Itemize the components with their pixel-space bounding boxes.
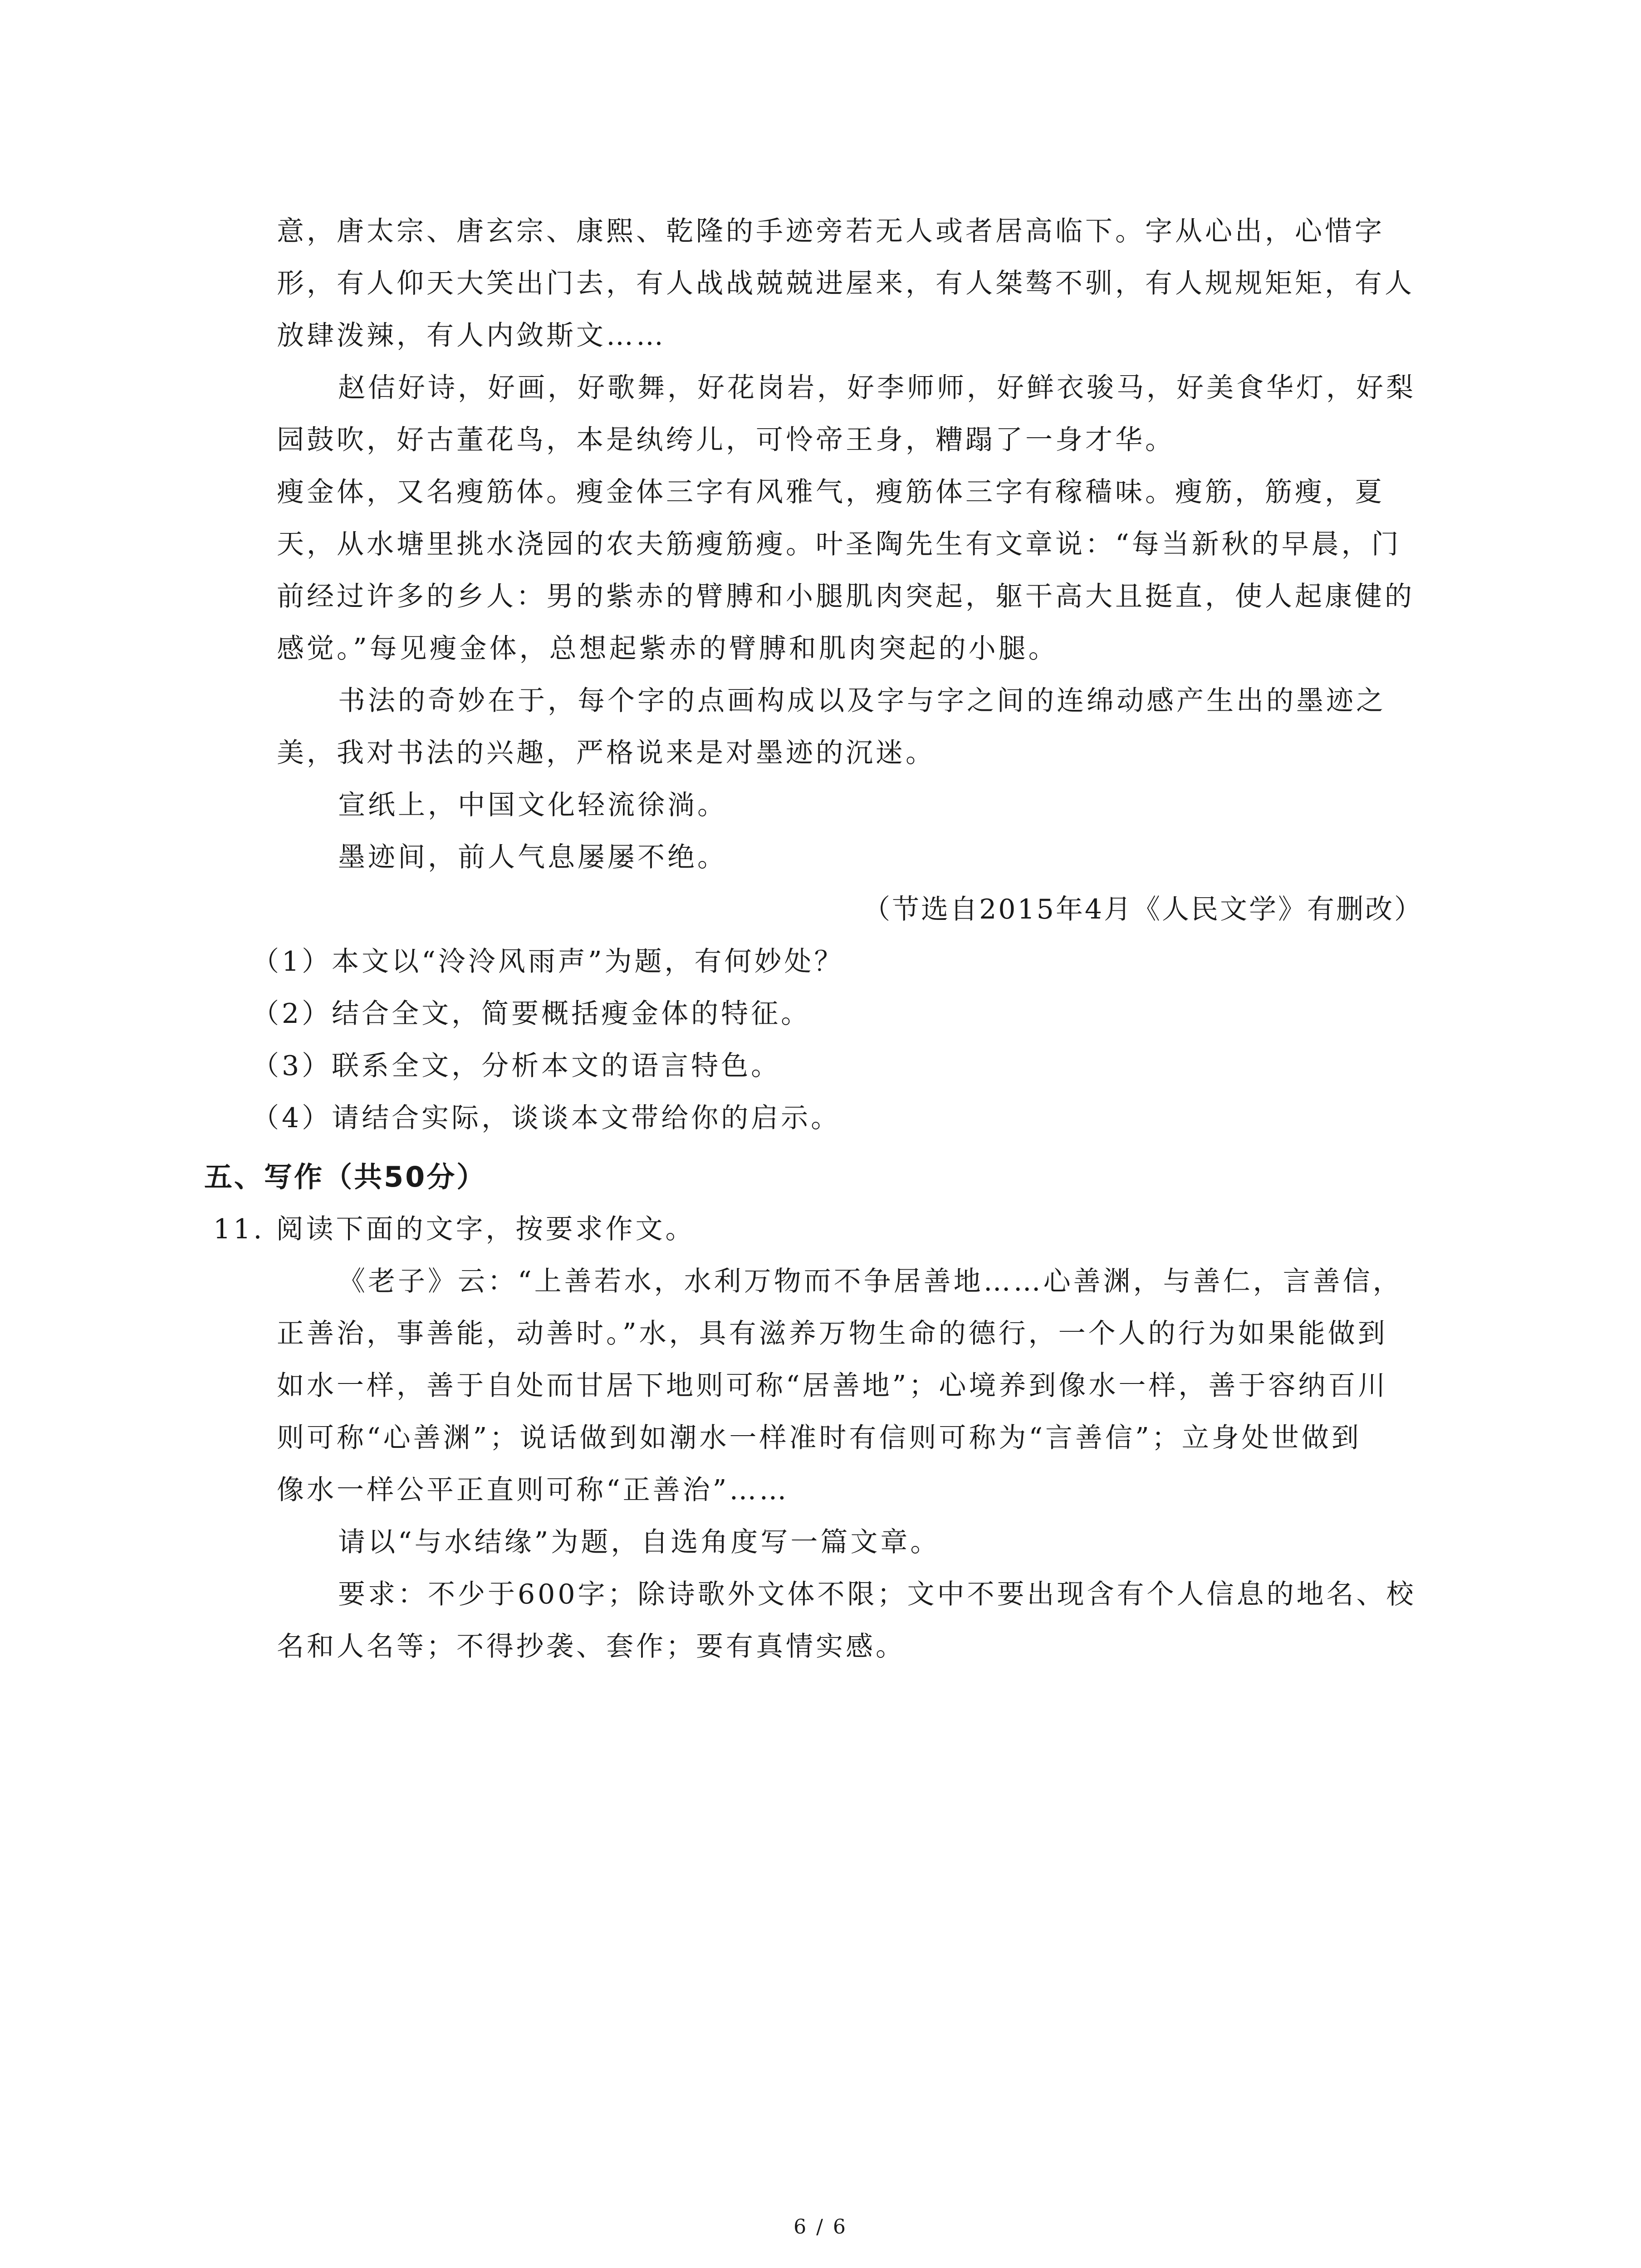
passage-line: 墨迹间，前人气息屡屡不绝。 [338, 841, 727, 873]
passage-line: 感觉。”每见瘦金体，总想起紫赤的臂膊和肌肉突起的小腿。 [277, 633, 1058, 665]
prompt-line: 则可称“心善渊”；说话做到如潮水一样准时有信则可称为“言善信”；立身处世做到 [277, 1422, 1362, 1454]
prompt-line: 要求：不少于600字；除诗歌外文体不限；文中不要出现含有个人信息的地名、校 [338, 1579, 1416, 1610]
prompt-line: 请以“与水结缘”为题，自选角度写一篇文章。 [338, 1526, 941, 1558]
question-item: （2）结合全文，简要概括瘦金体的特征。 [252, 998, 811, 1030]
passage-line: 赵佶好诗，好画，好歌舞，好花岗岩，好李师师，好鲜衣骏马，好美食华灯，好梨 [338, 372, 1416, 404]
passage-line: 宣纸上，中国文化轻流徐淌。 [338, 789, 727, 821]
question-number: 11. 阅读下面的文字，按要求作文。 [213, 1213, 696, 1245]
page-number: 6 / 6 [794, 2215, 847, 2239]
question-item: （3）联系全文，分析本文的语言特色。 [252, 1050, 781, 1082]
question-item: （1）本文以“泠泠风雨声”为题，有何妙处？ [252, 946, 844, 978]
passage-line: 书法的奇妙在于，每个字的点画构成以及字与字之间的连绵动感产生出的墨迹之 [338, 685, 1386, 717]
passage-line: 园鼓吹，好古董花鸟，本是纨绔儿，可怜帝王身，糟蹋了一身才华。 [277, 424, 1175, 456]
passage-line: 天，从水塘里挑水浇园的农夫筋瘦筋瘦。叶圣陶先生有文章说：“每当新秋的早晨，门 [277, 528, 1401, 560]
section-title: 五、写作（共50分） [204, 1160, 487, 1193]
prompt-line: 像水一样公平正直则可称“正善治”…… [277, 1474, 789, 1506]
passage-source: （节选自2015年4月《人民文学》有删改） [863, 894, 1423, 925]
passage-line: 意，唐太宗、唐玄宗、康熙、乾隆的手迹旁若无人或者居高临下。字从心出，心惜字 [277, 215, 1385, 247]
passage-line: 美，我对书法的兴趣，严格说来是对墨迹的沉迷。 [277, 737, 936, 769]
prompt-line: 正善治，事善能，动善时。”水，具有滋养万物生命的德行，一个人的行为如果能做到 [277, 1318, 1388, 1349]
passage-line: 前经过许多的乡人：男的紫赤的臂膊和小腿肌肉突起，躯干高大且挺直，使人起康健的 [277, 581, 1415, 612]
passage-line: 瘦金体，又名瘦筋体。瘦金体三字有风雅气，瘦筋体三字有稼穑味。瘦筋，筋瘦，夏 [277, 476, 1385, 508]
passage-line: 放肆泼辣，有人内敛斯文…… [277, 320, 666, 352]
question-item: （4）请结合实际，谈谈本文带给你的启示。 [252, 1102, 841, 1134]
prompt-line: 如水一样，善于自处而甘居下地则可称“居善地”；心境养到像水一样，善于容纳百川 [277, 1370, 1388, 1402]
prompt-line: 《老子》云：“上善若水，水利万物而不争居善地……心善渊，与善仁，言善信， [338, 1266, 1403, 1297]
passage-line: 形，有人仰天大笑出门去，有人战战兢兢进屋来，有人桀骜不驯，有人规规矩矩，有人 [277, 268, 1415, 299]
prompt-line: 名和人名等；不得抄袭、套作；要有真情实感。 [277, 1631, 906, 1662]
